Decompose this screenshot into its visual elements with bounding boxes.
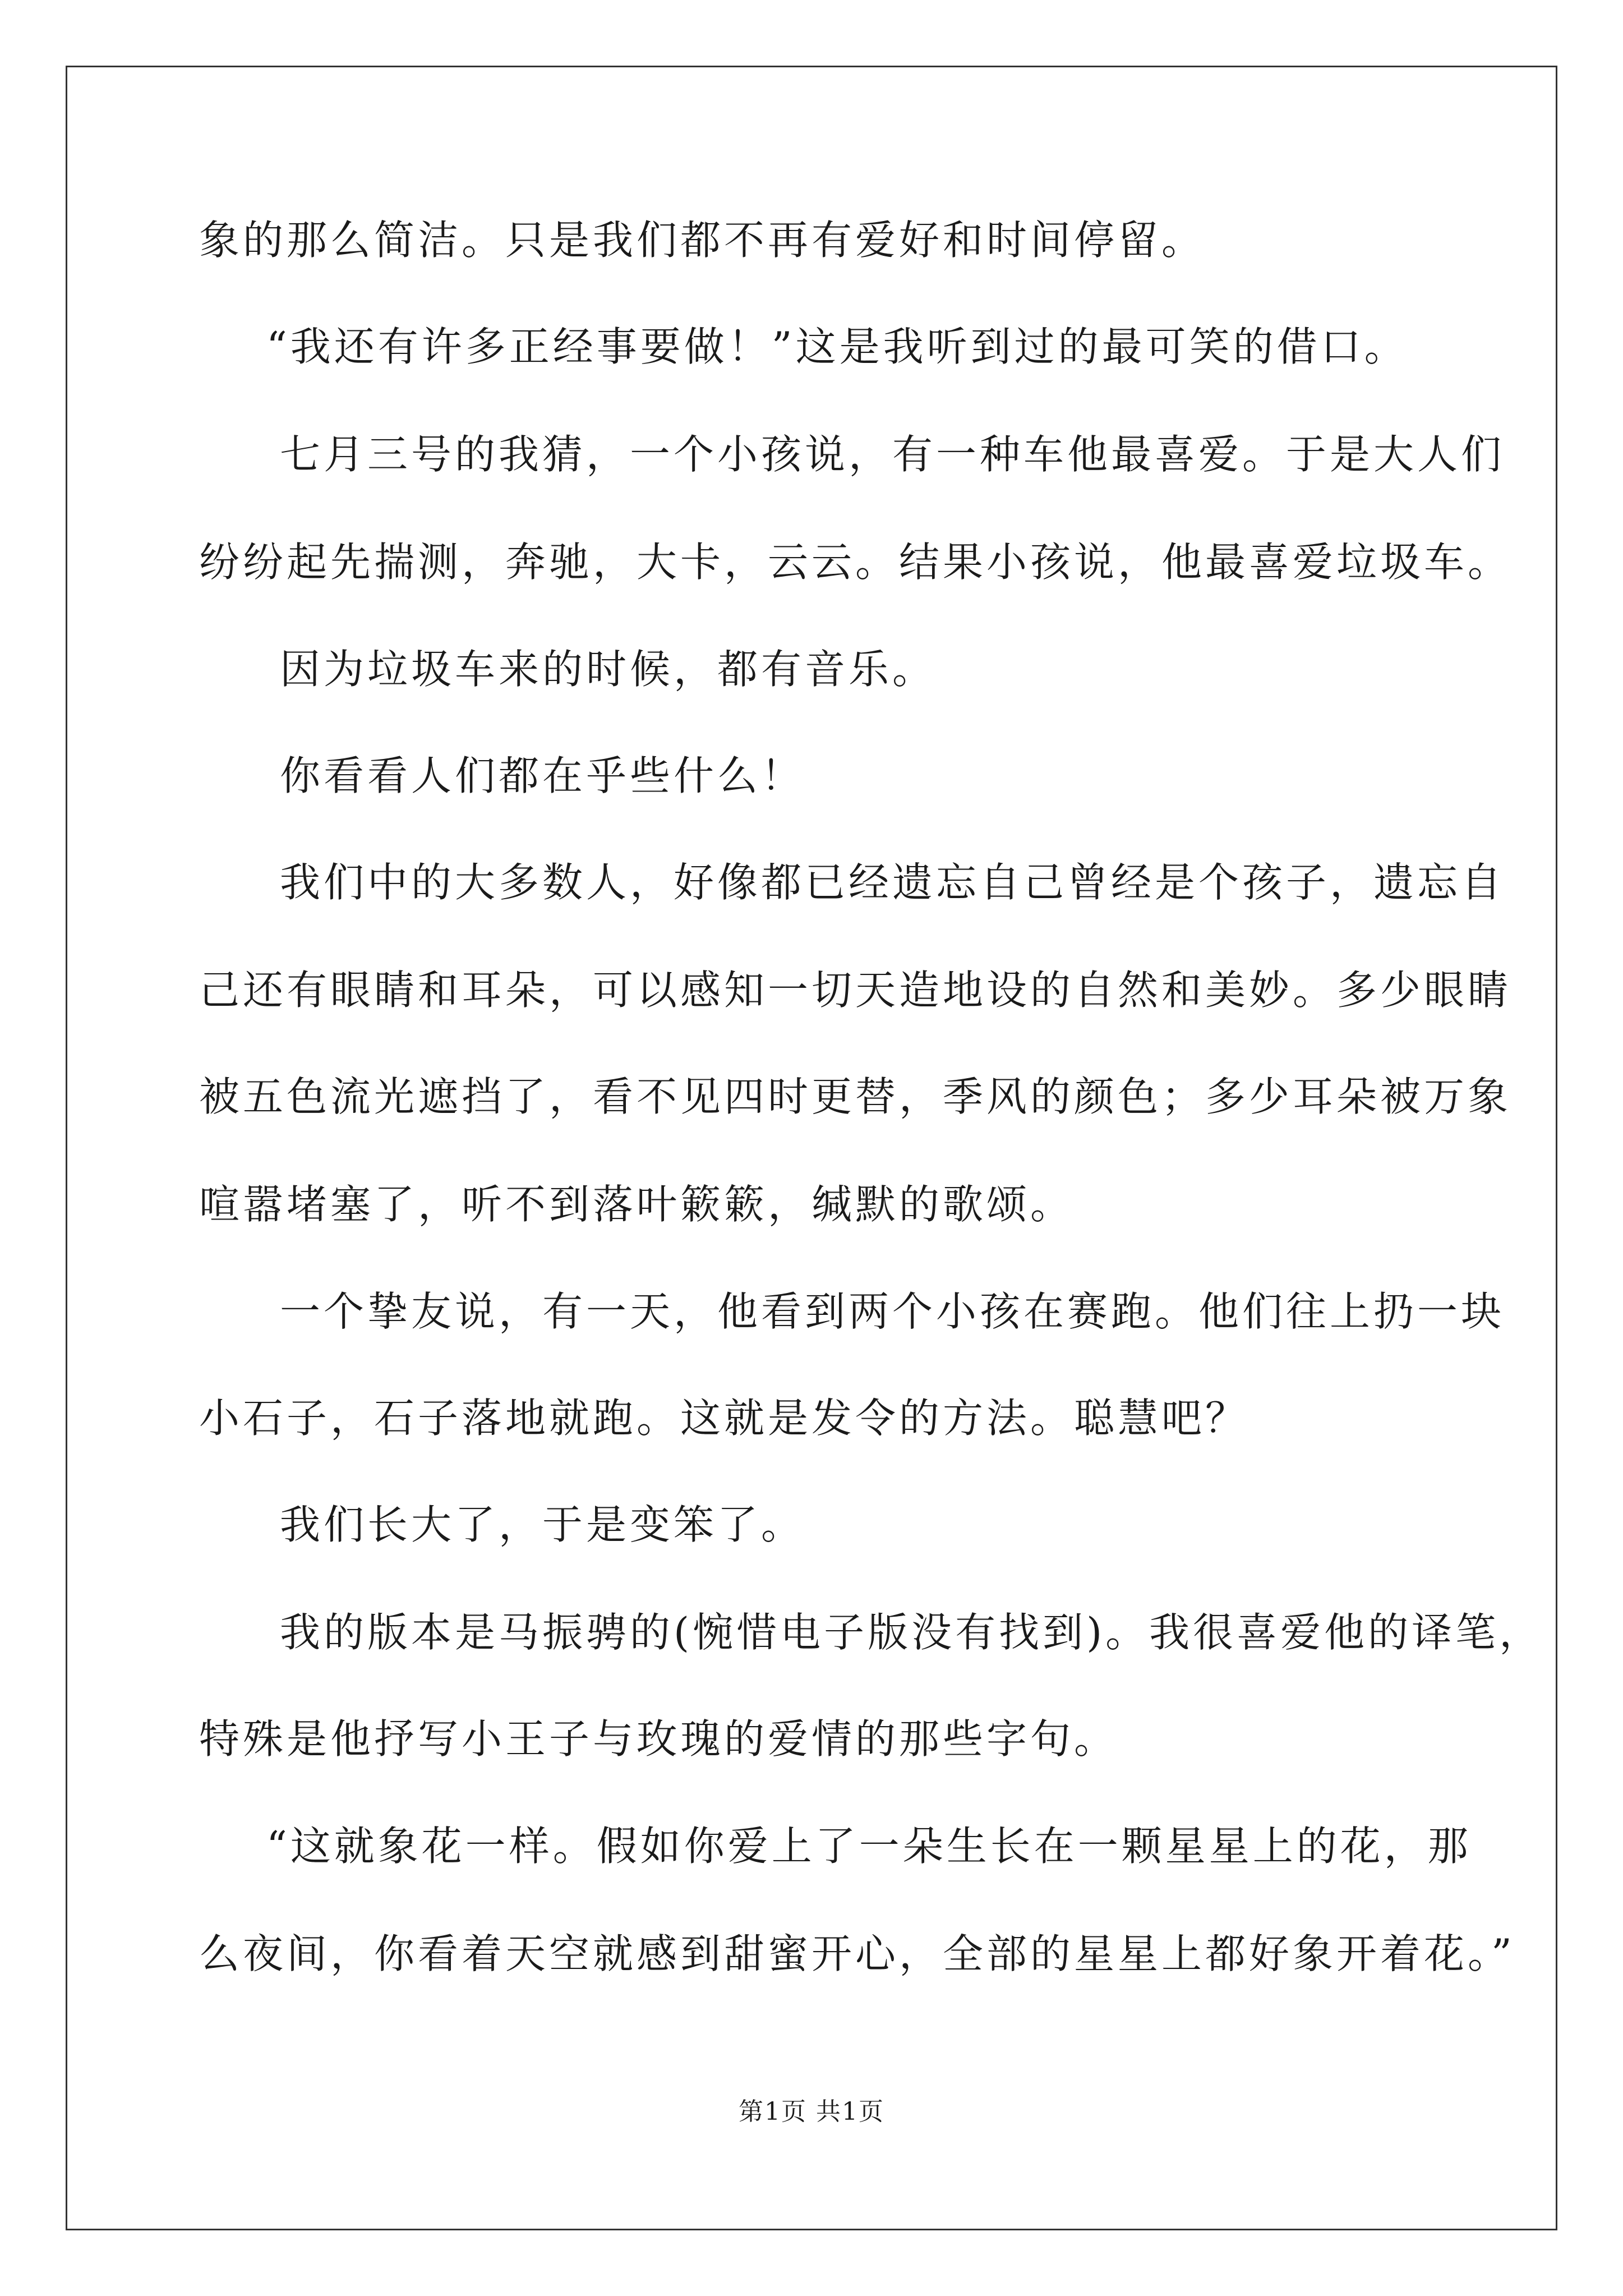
text-line: “我还有许多正经事要做！”这是我听到过的最可笑的借口。 [266, 323, 1408, 370]
text-line: 一个挚友说，有一天，他看到两个小孩在赛跑。他们往上扔一块 [280, 1288, 1505, 1335]
text-line: “这就象花一样。假如你爱上了一朵生长在一颗星星上的花，那 [266, 1823, 1472, 1870]
page-footer: 第1页 共1页 [739, 2097, 884, 2126]
text-line: 你看看人们都在乎些什么！ [280, 752, 805, 799]
text-line: 己还有眼睛和耳朵，可以感知一切天造地设的自然和美妙。多少眼睛 [199, 967, 1512, 1014]
text-line: 么夜间，你看着天空就感到甜蜜开心，全部的星星上都好象开着花。” [199, 1930, 1515, 1977]
text-line: 我们中的大多数人，好像都已经遗忘自己曾经是个孩子，遗忘自 [280, 859, 1505, 906]
text-line: 特殊是他抒写小王子与玫瑰的爱情的那些字句。 [199, 1715, 1118, 1763]
text-line: 喧嚣堵塞了，听不到落叶簌簌，缄默的歌颂。 [199, 1181, 1075, 1228]
text-line: 七月三号的我猜，一个小孩说，有一种车他最喜爱。于是大人们 [280, 431, 1505, 478]
text-line: 象的那么简洁。只是我们都不再有爱好和时间停留。 [199, 217, 1206, 264]
text-line: 小石子，石子落地就跑。这就是发令的方法。聪慧吧？ [199, 1395, 1249, 1442]
text-line: 我们长大了，于是变笨了。 [280, 1501, 805, 1548]
text-line: 被五色流光遮挡了，看不见四时更替，季风的颜色；多少耳朵被万象 [199, 1073, 1512, 1120]
text-line: 我的版本是马振骋的(惋惜电子版没有找到)。我很喜爱他的译笔， [280, 1609, 1543, 1656]
text-line: 因为垃圾车来的时候，都有音乐。 [280, 646, 937, 693]
text-line: 纷纷起先揣测，奔驰，大卡，云云。结果小孩说，他最喜爱垃圾车。 [199, 539, 1512, 586]
page-frame [66, 66, 1557, 2230]
